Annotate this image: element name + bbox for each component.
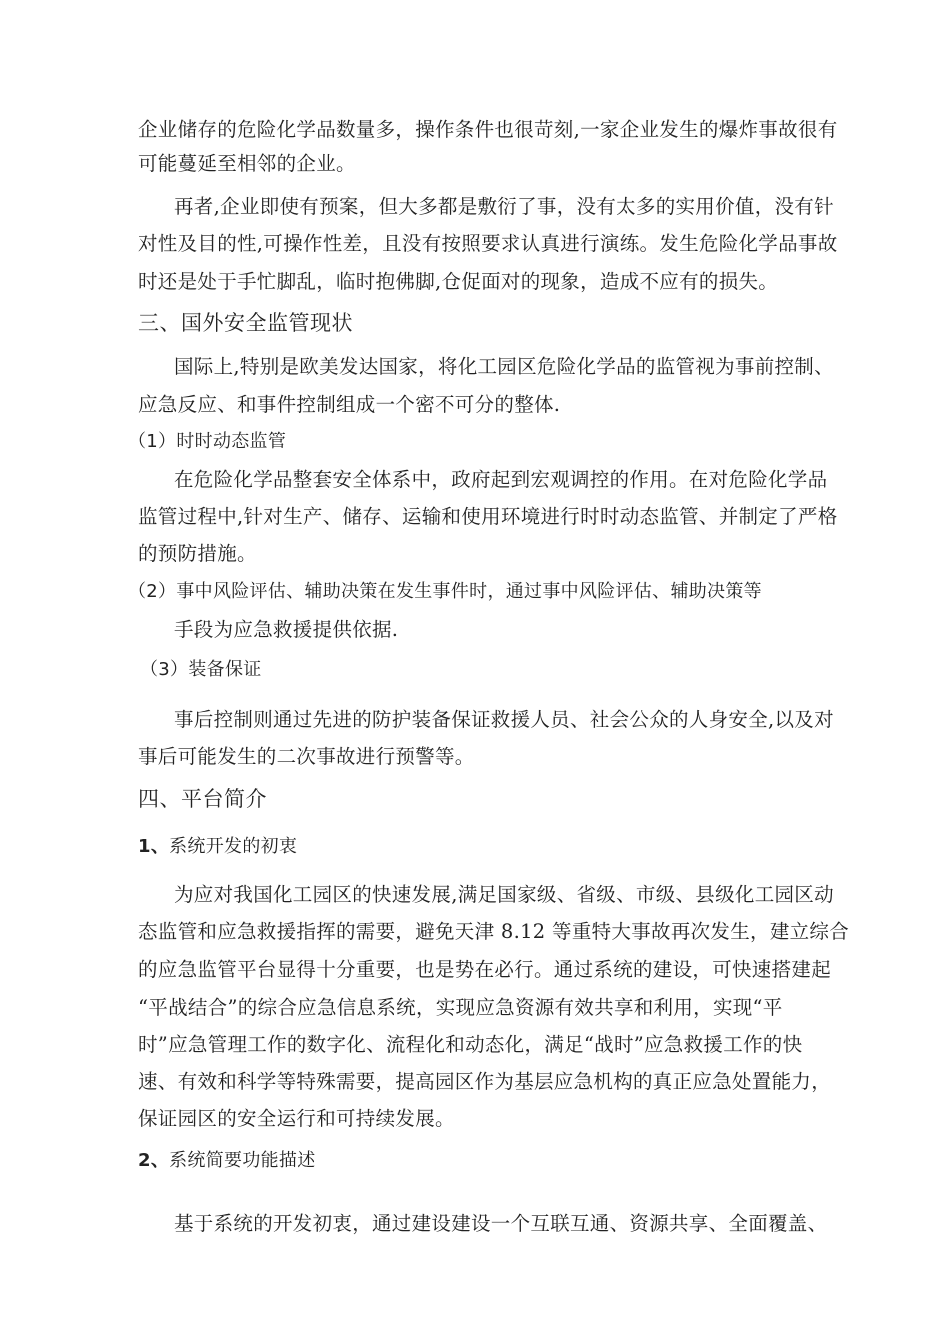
numbered-subheading [138,833,297,861]
subheading-number: 2、 [138,1150,170,1171]
body-text-line: 时还是处于手忙脚乱，临时抱佛脚,仓促面对的现象，造成不应有的损失。 [138,270,779,293]
body-text-line: 在危险化学品整套安全体系中，政府起到宏观调控的作用。在对危险化学品 [174,468,828,491]
subheading-number: 1、 [138,836,170,857]
subheading: （1）时时动态监管 [128,431,287,452]
body-text-line: 国际上,特别是欧美发达国家，将化工园区危险化学品的监管视为事前控制、 [174,355,834,378]
body-text-line: 为应对我国化工园区的快速发展,满足国家级、省级、市级、县级化工园区动 [174,883,834,906]
body-text-line: 事后可能发生的二次事故进行预警等。 [138,745,475,768]
body-text-line: 再者,企业即使有预案，但大多都是敷衍了事，没有太多的实用价值，没有针 [174,195,834,218]
body-text-line: 保证园区的安全运行和可持续发展。 [138,1107,455,1130]
body-text-line: 的应急监管平台显得十分重要，也是势在必行。通过系统的建设，可快速搭建起 [138,958,832,981]
subheading: （2）事中风险评估、辅助决策在发生事件时，通过事中风险评估、辅助决策等 [128,581,762,602]
subheading-text: 系统开发的初衷 [169,836,298,857]
body-text-line: 时”应急管理工作的数字化、流程化和动态化，满足“战时”应急救援工作的快 [138,1033,803,1056]
body-text-line: 可能蔓延至相邻的企业。 [138,152,356,175]
section-heading: 三、国外安全监管现状 [138,311,353,335]
body-text-line: 的预防措施。 [138,542,257,565]
section-heading: 四、平台简介 [138,787,267,811]
body-text-line: 监管过程中,针对生产、储存、运输和使用环境进行时时动态监管、并制定了严格 [138,505,838,528]
body-text-line: 企业储存的危险化学品数量多，操作条件也很苛刻,一家企业发生的爆炸事故很有 [138,118,838,141]
body-text-line: 基于系统的开发初衷，通过建设建设一个互联互通、资源共享、全面覆盖、 [174,1212,828,1235]
body-text-line: 速、有效和科学等特殊需要，提高园区作为基层应急机构的真正应急处置能力， [138,1070,832,1093]
subheading: （3）装备保证 [140,659,262,680]
body-text-line: “平战结合”的综合应急信息系统，实现应急资源有效共享和利用，实现“平 [138,996,783,1019]
body-text-line: 事后控制则通过先进的防护装备保证救援人员、社会公众的人身安全,以及对 [174,708,834,731]
body-text-line: 手段为应急救援提供依据. [174,618,399,641]
numbered-subheading [138,1147,316,1175]
body-text-line: 态监管和应急救援指挥的需要，避免天津 8.12 等重特大事故再次发生，建立综合 [138,920,850,943]
body-text-line: 对性及目的性,可操作性差，且没有按照要求认真进行演练。发生危险化学品事故 [138,232,838,255]
subheading-text: 系统简要功能描述 [169,1150,316,1171]
body-text-line: 应急反应、和事件控制组成一个密不可分的整体. [138,393,561,416]
